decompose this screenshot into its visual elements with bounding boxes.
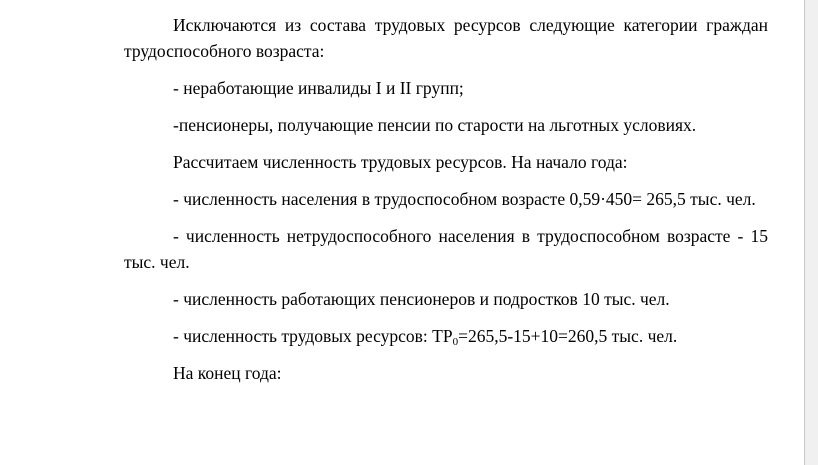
document-body — [124, 12, 768, 386]
paragraph-disabled-working-age: - численность нетрудоспособного населения в трудоспособном возрасте - 15 тыс. чел. — [124, 226, 768, 272]
paragraph-labor-resources-formula — [124, 323, 768, 349]
paragraph-working-pensioners: - численность работающих пенсионеров и подростков 10 тыс. чел. — [173, 289, 670, 309]
formula-prefix: - численность трудовых ресурсов: ТР — [173, 326, 453, 346]
window-gutter — [805, 0, 818, 465]
paragraph-excluded-categories: Исключаются из состава трудовых ресурсов следующие категории граждан трудоспособного возраста: — [124, 15, 768, 61]
paragraph-year-end: На конец года: — [173, 363, 282, 383]
formula-subscript: 0 — [452, 336, 459, 348]
formula-suffix: =265,5-15+10=260,5 тыс. чел. — [458, 326, 678, 346]
paragraph-pensioners: -пенсионеры, получающие пенсии по старости на льготных условиях. — [173, 115, 697, 135]
paragraph-calculation-intro: Рассчитаем численность трудовых ресурсов. На начало года: — [173, 152, 628, 172]
paragraph-disabled: - неработающие инвалиды I и II групп; — [173, 78, 464, 98]
paragraph-working-age-population: - численность населения в трудоспособном возрасте 0,59·450= 265,5 тыс. чел. — [173, 189, 756, 209]
